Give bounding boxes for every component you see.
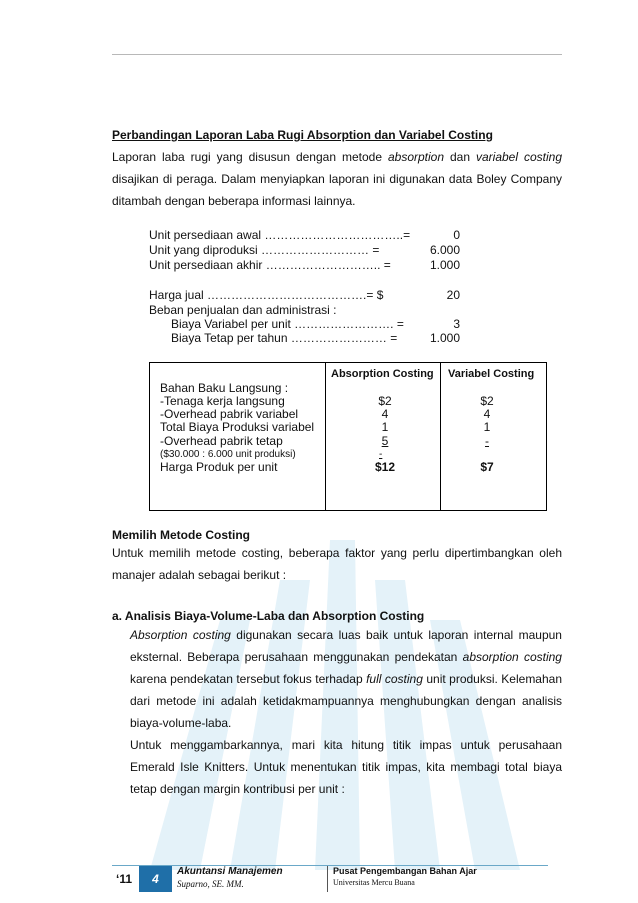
info-value: 1.000: [429, 258, 460, 272]
footer-author: Suparno, SE. MM.: [177, 879, 244, 889]
table-divider: [440, 363, 441, 510]
intro-paragraph: Laporan laba rugi yang disusun dengan metode absorption dan variabel costing disajikan di peraga. Dalam menyiapkan laporan ini digunakan data Boley Company ditambah dengan beberapa informasi lainnya.: [112, 150, 562, 208]
total-variable: $7: [480, 460, 494, 474]
footer-year: ‘11: [116, 872, 133, 886]
info-label: Unit yang diproduksi ……………………… =: [149, 243, 380, 257]
price-label: Harga jual ………………………………….= $: [149, 288, 384, 302]
info-value: 0: [453, 228, 460, 242]
table-row-label: Bahan Baku Langsung :: [160, 381, 289, 395]
price-value: 20: [446, 288, 460, 302]
header-absorption: Absorption Costing: [331, 368, 434, 380]
table-note: ($30.000 : 6.000 unit produksi): [160, 449, 296, 460]
table-row-label: -Overhead pabrik variabel: [160, 407, 299, 421]
section-title-cvp-analysis: a. Analisis Biaya-Volume-Laba dan Absorption Costing: [112, 609, 425, 623]
section-title-comparison: Perbandingan Laporan Laba Rugi Absorption dan Variabel Costing: [112, 128, 493, 142]
variable-cost-label: Biaya Variabel per unit ……………………. =: [171, 317, 404, 331]
absorption-value: 1: [381, 420, 389, 434]
cvp-paragraph-2: Untuk menggambarkannya, mari kita hitung titik impas untuk perusahaan Emerald Isle Knitters. Untuk menentukan titik impas, kita membagi total biaya tetap dengan margin kontribusi per unit :: [130, 738, 562, 796]
costing-comparison-table: [149, 362, 547, 511]
expenses-heading: Beban penjualan dan administrasi :: [149, 303, 337, 317]
fixed-cost-label: Biaya Tetap per tahun …………………… =: [171, 331, 398, 345]
total-absorption: $12: [374, 460, 396, 474]
footer-divider: [327, 866, 328, 892]
info-label: Unit persediaan akhir ……………………….. =: [149, 258, 391, 272]
absorption-value: $2: [378, 394, 392, 408]
variable-value: -: [485, 434, 489, 448]
footer-center: Pusat Pengembangan Bahan Ajar: [333, 866, 477, 876]
choosing-method-paragraph: Untuk memilih metode costing, beberapa faktor yang perlu dipertimbangkan oleh manajer adalah sebagai berikut :: [112, 546, 562, 582]
absorption-value: 4: [381, 407, 389, 421]
variable-cost-value: 3: [453, 317, 460, 331]
total-label: Harga Produk per unit: [160, 460, 278, 474]
table-divider: [325, 363, 326, 510]
footer-course: Akuntansi Manajemen: [177, 866, 283, 877]
header-rule: [112, 54, 562, 55]
cvp-paragraph-1: Absorption costing digunakan secara luas baik untuk laporan internal maupun eksternal. Beberapa perusahaan menggunakan pendekatan absorption costing karena pendekatan tersebut fokus terhadap full costing unit produksi. Kelemahan dari metode ini adalah ketidakmampuannya menghubungkan dengan analisis biaya-volume-laba.: [130, 628, 563, 730]
info-label: Unit persediaan awal ……………………………..=: [149, 228, 411, 242]
footer-university: Universitas Mercu Buana: [333, 878, 415, 887]
footer-page-number: 4: [139, 866, 172, 892]
table-row-label: -Overhead pabrik tetap: [160, 434, 283, 448]
table-row-label: -Tenaga kerja langsung: [160, 394, 285, 408]
table-row-label: Total Biaya Produksi variabel: [160, 420, 315, 434]
note-mark: -: [379, 449, 383, 460]
variable-value: $2: [480, 394, 494, 408]
absorption-value: 5: [381, 434, 389, 448]
variable-value: 4: [483, 407, 491, 421]
header-variable: Variabel Costing: [448, 368, 535, 380]
fixed-cost-value: 1.000: [429, 331, 460, 345]
info-value: 6.000: [429, 243, 460, 257]
variable-value: 1: [483, 420, 491, 434]
section-title-choosing-method: Memilih Metode Costing: [112, 528, 250, 542]
